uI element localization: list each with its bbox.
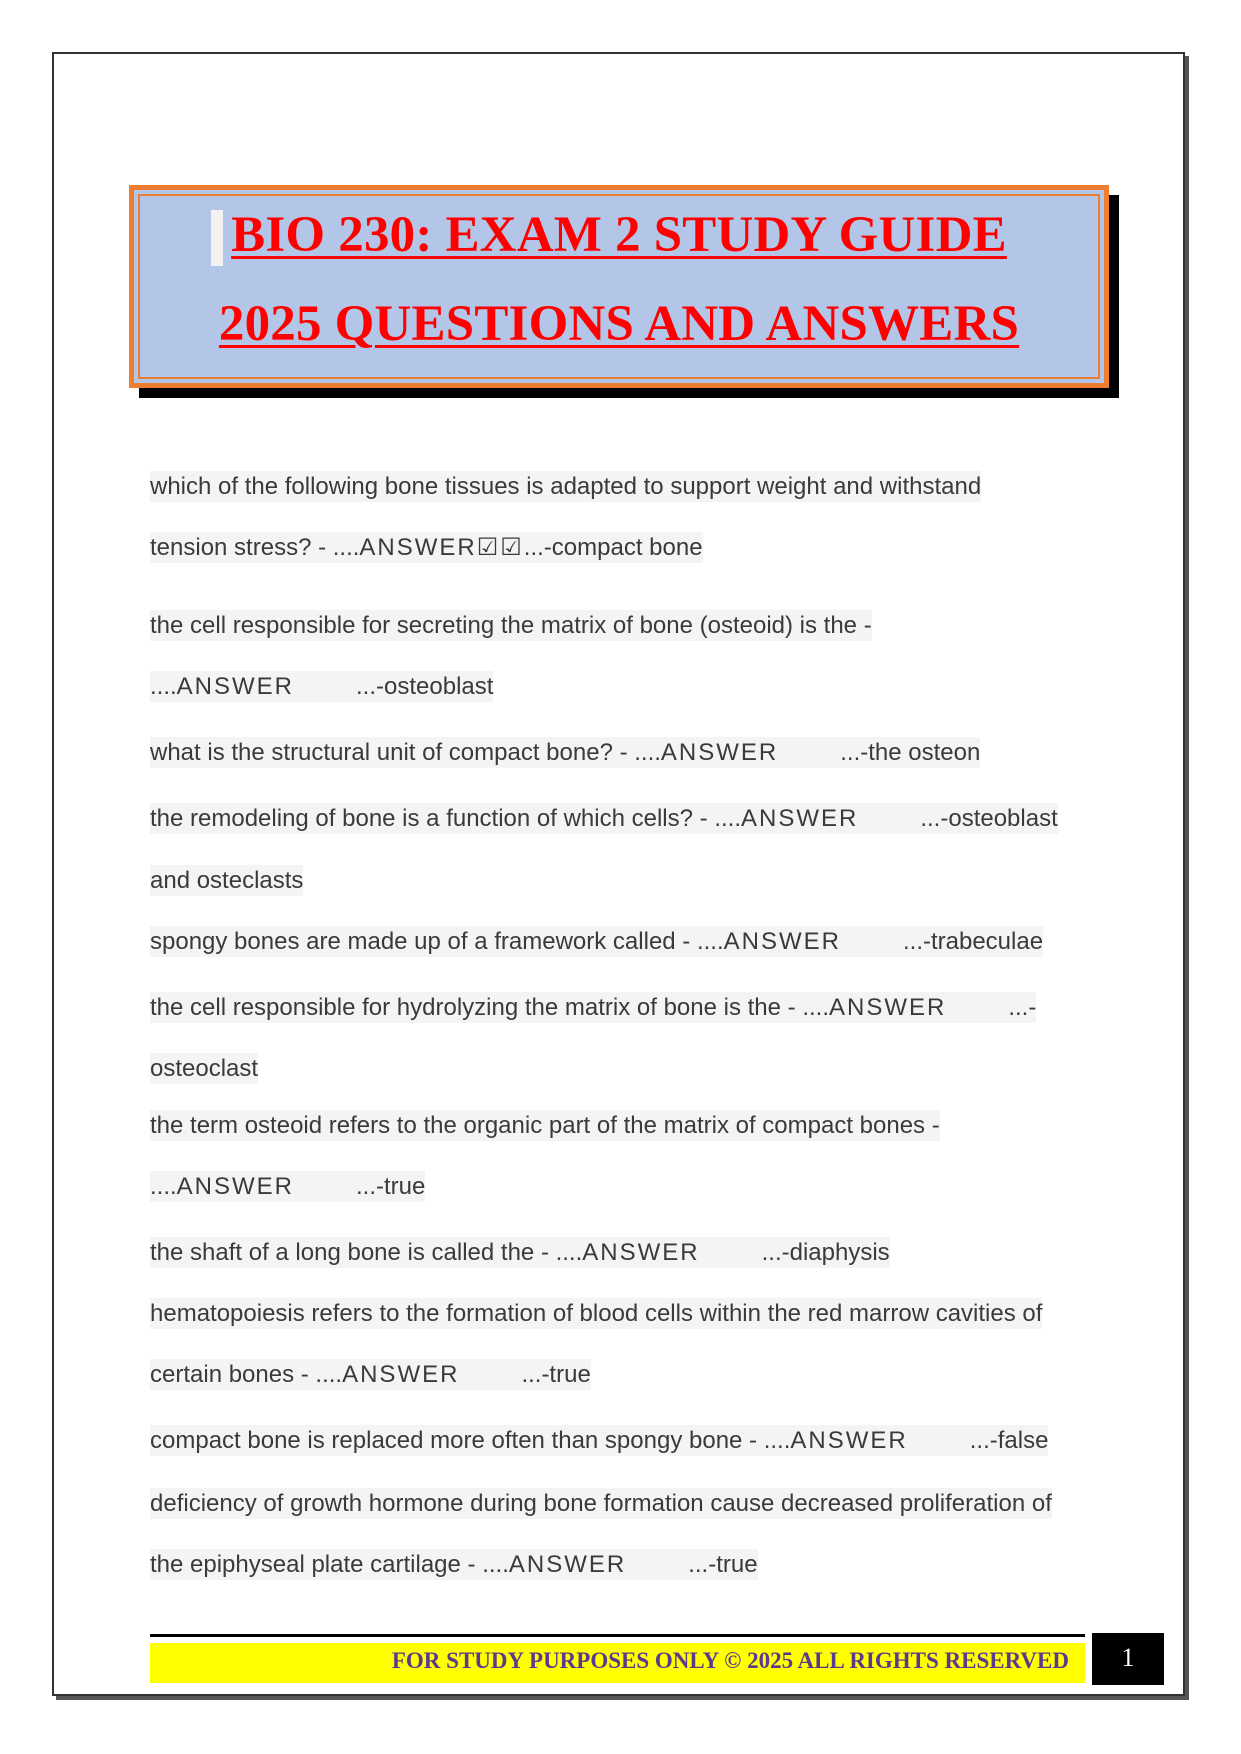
question-text: tension stress? - ....: [150, 534, 360, 561]
question-text: compact bone is replaced more often than spongy bone - ....: [150, 1427, 791, 1454]
qa-line: [150, 1424, 1048, 1458]
answer-text: ...-true: [356, 1173, 426, 1200]
answer-text: ...-the osteon: [840, 739, 981, 766]
answer-text: ...-false: [969, 1427, 1049, 1454]
answer-text: ...-: [1008, 994, 1037, 1021]
question-text: the cell responsible for secreting the matrix of bone (osteoid) is the -: [150, 612, 872, 639]
qa-line: [150, 736, 980, 770]
qa-line: [150, 991, 1036, 1025]
answer-marker: ANSWER: [176, 673, 295, 700]
answer-text: ...-compact bone: [523, 534, 703, 561]
qa-line-text: [150, 610, 872, 641]
qa-line-text: [150, 737, 980, 768]
answer-marker: ANSWER: [723, 928, 841, 955]
qa-line: [150, 1052, 258, 1086]
answer-text: ...-diaphysis: [761, 1239, 890, 1266]
qa-line: [150, 670, 493, 704]
qa-line-text: [150, 471, 981, 502]
qa-line-text: [150, 803, 1058, 834]
qa-line: [150, 1170, 425, 1204]
question-text: the shaft of a long bone is called the - ....: [150, 1239, 583, 1266]
answer-marker: ANSWER: [508, 1551, 627, 1578]
qa-line-text: [150, 992, 1036, 1023]
title-box: [129, 185, 1109, 388]
title-line-2: 2025 QUESTIONS AND ANSWERS: [218, 296, 1020, 352]
qa-line: [150, 1297, 1042, 1331]
qa-line-text: [150, 1425, 1048, 1456]
answer-text: ...-trabeculae: [902, 928, 1044, 955]
answer-text: ...-osteoblast: [356, 673, 494, 700]
qa-line: [150, 1487, 1052, 1521]
answer-marker: ANSWER: [829, 994, 947, 1021]
qa-line: [150, 864, 303, 898]
answer-marker: ANSWER: [790, 1427, 908, 1454]
question-text: ....: [150, 1173, 177, 1200]
answer-marker: ANSWER☑☑: [359, 534, 524, 561]
qa-line-text: [150, 1171, 425, 1202]
question-text: the epiphyseal plate cartilage - ....: [150, 1551, 509, 1578]
qa-line: [150, 1548, 758, 1582]
question-text: spongy bones are made up of a framework called - ....: [150, 928, 724, 955]
question-text: the cell responsible for hydrolyzing the matrix of bone is the - ....: [150, 994, 829, 1021]
page-number: 1: [1092, 1633, 1164, 1685]
answer-text: ...-true: [688, 1551, 758, 1578]
qa-line: [150, 925, 1043, 959]
footer-divider: [150, 1634, 1085, 1637]
qa-line: [150, 1236, 890, 1270]
question-text: what is the structural unit of compact bone? - ....: [150, 739, 661, 766]
question-text: which of the following bone tissues is adapted to support weight and withstand: [150, 473, 982, 500]
qa-line-text: [150, 1237, 890, 1268]
qa-line-text: [150, 1298, 1042, 1329]
question-text: osteoclast: [150, 1055, 259, 1082]
qa-line: [150, 531, 703, 565]
qa-line: [150, 1109, 940, 1143]
qa-line-text: [150, 1549, 758, 1580]
qa-line-text: [150, 532, 703, 563]
qa-line-text: [150, 926, 1043, 957]
question-text: the remodeling of bone is a function of which cells? - ....: [150, 805, 741, 832]
question-text: and osteclasts: [150, 867, 304, 894]
question-text: hematopoiesis refers to the formation of blood cells within the red marrow cavities of: [150, 1300, 1043, 1327]
answer-marker: ANSWER: [660, 739, 779, 766]
question-text: deficiency of growth hormone during bone formation cause decreased proliferation of: [150, 1490, 1052, 1517]
question-text: ....: [150, 673, 177, 700]
question-text: the term osteoid refers to the organic part of the matrix of compact bones -: [150, 1112, 940, 1139]
answer-marker: ANSWER: [582, 1239, 700, 1266]
answer-text: ...-osteoblast: [920, 805, 1058, 832]
question-text: certain bones - ....: [150, 1361, 343, 1388]
answer-marker: ANSWER: [176, 1173, 295, 1200]
qa-line-text: [150, 671, 493, 702]
footer-bar: [150, 1643, 1085, 1683]
answer-marker: ANSWER: [342, 1361, 460, 1388]
qa-line-text: [150, 1488, 1052, 1519]
qa-line: [150, 802, 1058, 836]
answer-text: ...-true: [521, 1361, 591, 1388]
qa-line: [150, 470, 981, 504]
qa-line-text: [150, 1053, 258, 1084]
qa-line-text: [150, 1359, 591, 1390]
qa-line-text: [150, 865, 303, 896]
qa-line: [150, 1358, 591, 1392]
title-line-1: BIO 230: EXAM 2 STUDY GUIDE: [231, 207, 1007, 263]
footer-text: FOR STUDY PURPOSES ONLY © 2025 ALL RIGHTS RESERVED: [391, 1648, 1069, 1673]
qa-line-text: [150, 1110, 940, 1141]
answer-marker: ANSWER: [741, 805, 859, 832]
qa-line: [150, 609, 872, 643]
